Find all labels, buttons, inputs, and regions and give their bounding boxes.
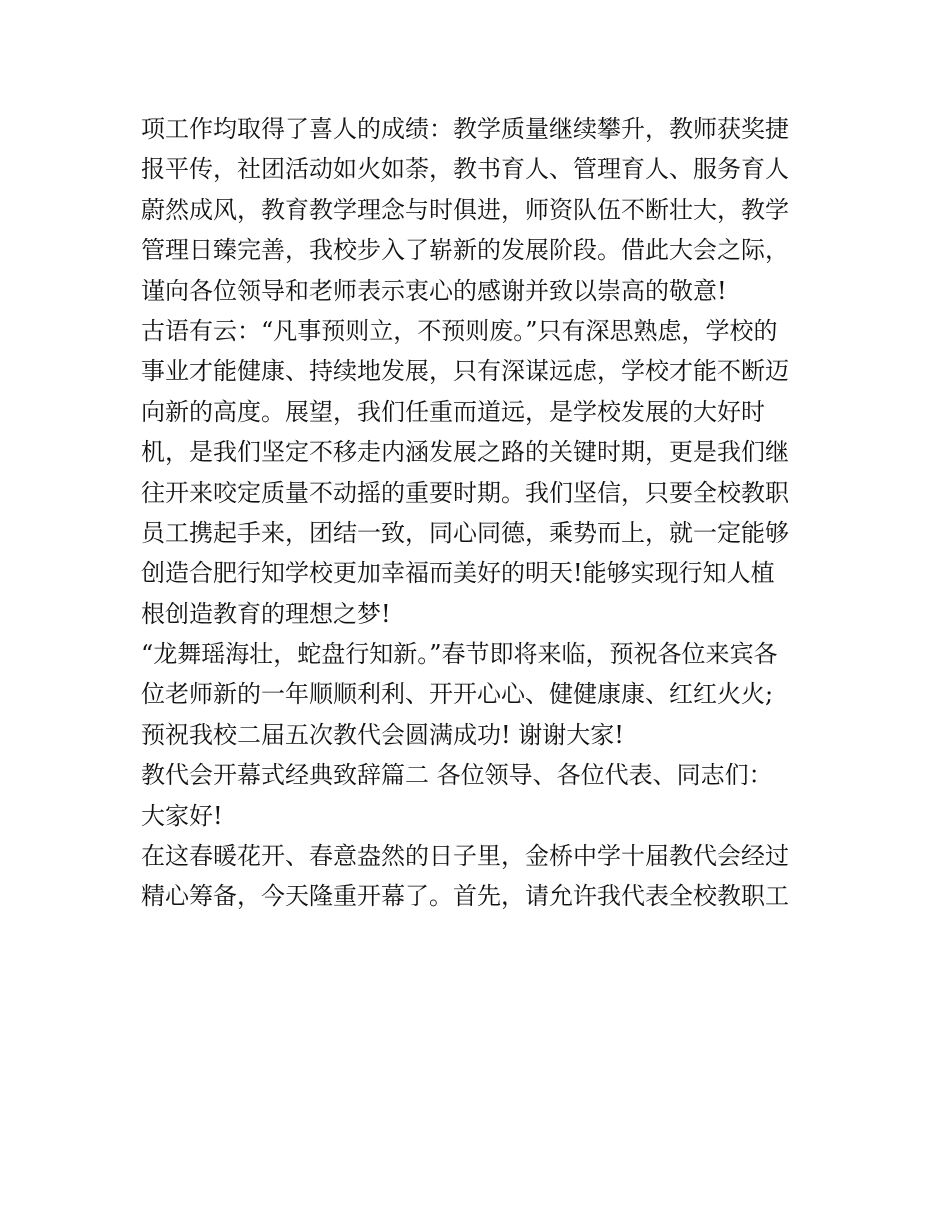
text-line: 管理日臻完善，我校步入了崭新的发展阶段。借此大会之际， — [141, 236, 789, 265]
text-line: 报平传，社团活动如火如荼，教书育人、管理育人、服务育人 — [141, 155, 789, 184]
text-line: 向新的高度。展望，我们任重而道远，是学校发展的大好时 — [141, 397, 765, 426]
text-line: 古语有云：“凡事预则立，不预则废。”只有深思熟虑，学校的 — [141, 316, 778, 345]
document-body-text — [141, 109, 821, 917]
text-line: 事业才能健康、持续地发展，只有深谋远虑，学校才能不断迈 — [141, 357, 789, 386]
text-line: 创造合肥行知学校更加幸福而美好的明天!能够实现行知人植 — [141, 559, 775, 588]
text-line: 谨向各位领导和老师表示衷心的感谢并致以崇高的敬意! — [141, 276, 727, 305]
text-line: 员工携起手来，团结一致，同心同德，乘势而上，就一定能够 — [141, 518, 789, 547]
text-line: 项工作均取得了喜人的成绩：教学质量继续攀升，教师获奖捷 — [141, 115, 789, 143]
text-line: 精心筹备，今天隆重开幕了。首先，请允许我代表全校教职工 — [141, 882, 789, 911]
text-line: 位老师新的一年顺顺利利、开开心心、健健康康、红红火火; — [141, 680, 774, 709]
text-line: 机，是我们坚定不移走内涵发展之路的关键时期，更是我们继 — [141, 438, 789, 467]
text-line: 大家好! — [141, 801, 223, 830]
text-line: 蔚然成风，教育教学理念与时俱进，师资队伍不断壮大，教学 — [141, 195, 789, 224]
text-line: 往开来咬定质量不动摇的重要时期。我们坚信，只要全校教职 — [141, 478, 789, 507]
text-line: 在这春暖花开、春意盎然的日子里，金桥中学十届教代会经过 — [141, 842, 789, 871]
text-line: “龙舞瑶海壮，蛇盘行知新。”春节即将来临，预祝各位来宾各 — [141, 640, 778, 669]
text-line: 预祝我校二届五次教代会圆满成功! 谢谢大家! — [141, 720, 624, 749]
text-line: 教代会开幕式经典致辞篇二 各位领导、各位代表、同志们： — [141, 761, 773, 790]
text-line: 根创造教育的理想之梦! — [141, 599, 391, 628]
